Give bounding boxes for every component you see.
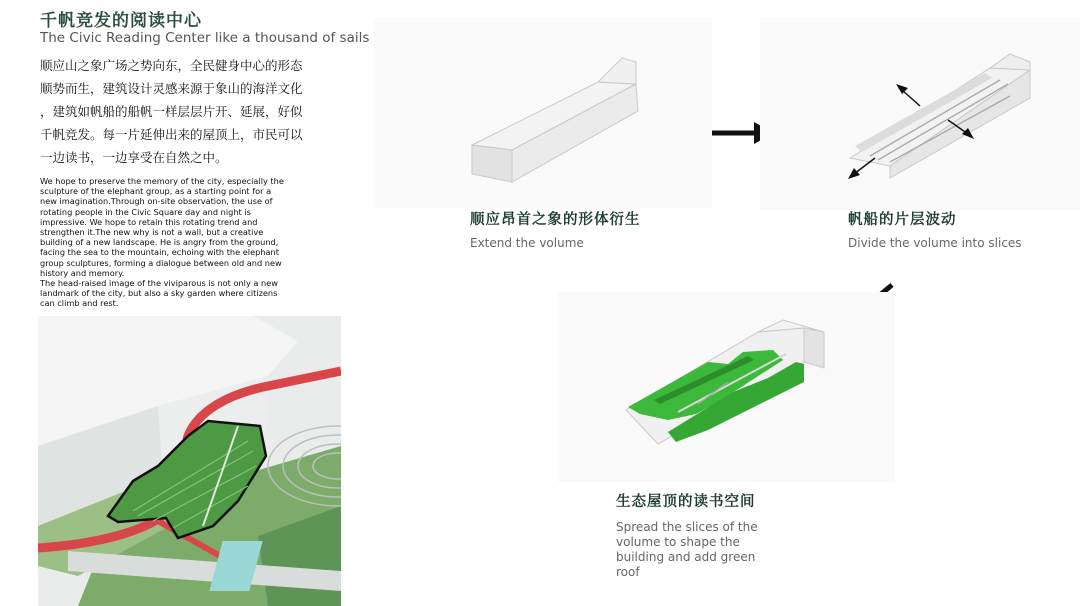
step-3-caption-line: building and add green	[616, 550, 756, 564]
step-2-title-en	[848, 236, 1022, 251]
step-3-caption-line: roof	[616, 565, 640, 579]
intro-en-line: new imagination.Through on-site observation, the use of	[40, 196, 273, 207]
intro-en-line: building of a new landscape. He is angry from the ground,	[40, 237, 279, 248]
step-1-title-en	[470, 236, 584, 251]
intro-en-line: strengthen it.The new why is not a wall, but a creative	[40, 227, 264, 238]
intro-paragraph-cn	[40, 54, 340, 169]
intro-cn-line: 顺势而生，建筑设计灵感来源于象山的海洋文化	[40, 81, 303, 96]
intro-en-line: can climb and rest.	[40, 298, 119, 309]
intro-en-line: group sculptures, forming a dialogue between old and new	[40, 257, 282, 268]
step-3-title-cn: 生态屋顶的读书空间	[616, 493, 756, 510]
intro-cn-line: 顺应山之象广场之势向东，全民健身中心的形态	[40, 58, 303, 73]
step-2-caption-line: Divide the volume into slices	[848, 236, 1022, 250]
intro-en-line: rotating people in the Civic Square day and night is	[40, 206, 251, 217]
intro-en-line: sculpture of the elephant group, as a starting point for a	[40, 186, 272, 197]
page-title-en: The Civic Reading Center like a thousand of sails	[40, 30, 370, 46]
step-2-title-cn: 帆船的片层波动	[848, 211, 957, 228]
intro-cn-line: 千帆竞发。每一片延伸出来的屋顶上，市民可以	[40, 127, 303, 142]
intro-en-line: facing the sea to the mountain, echoing with the elephant	[40, 247, 279, 258]
aerial-site-rendering	[38, 316, 341, 606]
intro-paragraph-en	[40, 176, 340, 309]
intro-en-line: impressive. We hope to retain this rotating trend and	[40, 216, 258, 227]
step-3-title-en	[616, 520, 758, 580]
step-3-diagram	[558, 292, 895, 482]
step-2-diagram	[760, 18, 1080, 210]
intro-en-line: We hope to preserve the memory of the city, especially the	[40, 176, 284, 186]
intro-cn-line: ，建筑如帆船的船帆一样层层片开、延展，好似	[40, 104, 303, 119]
step-1-title-cn: 顺应昂首之象的形体衍生	[470, 211, 641, 228]
intro-en-line: The head-raised image of the viviparous is not only a new	[40, 278, 278, 289]
step-1-caption-line: Extend the volume	[470, 236, 584, 250]
step-1-diagram	[374, 18, 712, 208]
page-title-cn: 千帆竞发的阅读中心	[40, 11, 202, 31]
intro-cn-line: 一边读书，一边享受在自然之中。	[40, 150, 228, 165]
intro-en-line: landmark of the city, but also a sky garden where citizens	[40, 288, 278, 299]
intro-en-line: history and memory.	[40, 267, 125, 278]
step-3-caption-line: volume to shape the	[616, 535, 740, 549]
step-3-caption-line: Spread the slices of the	[616, 520, 758, 534]
